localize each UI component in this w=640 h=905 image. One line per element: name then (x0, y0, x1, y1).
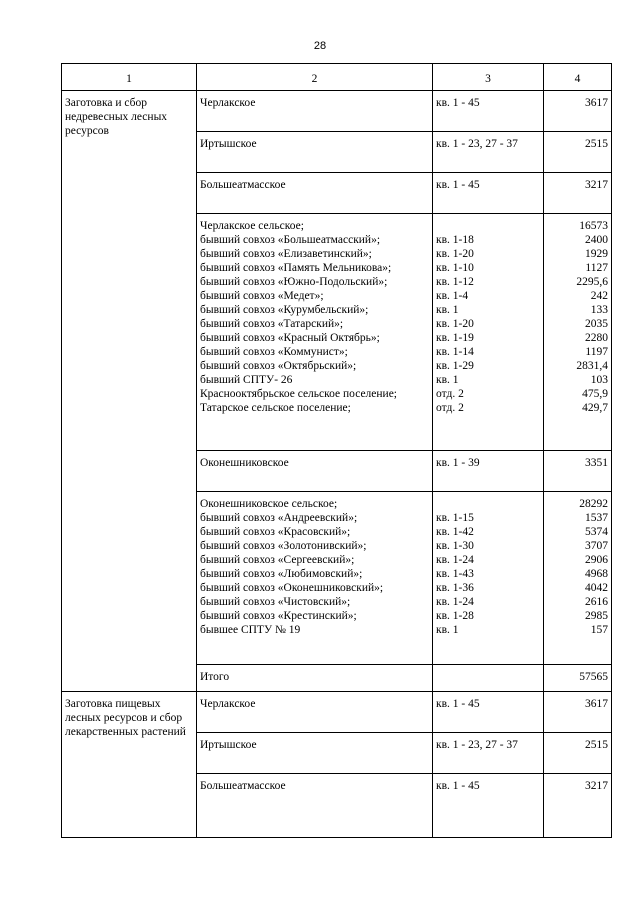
quarter-cell (433, 774, 544, 838)
cell-line: бывший совхоз «Память Мельникова»; (200, 262, 392, 274)
cell-line: бывший совхоз «Татарский»; (200, 318, 344, 330)
cell-line: 157 (590, 624, 608, 636)
cell-line: бывший СПТУ- 26 (200, 374, 293, 386)
cell-line: кв. 1 - 39 (436, 457, 480, 469)
cell-line: кв. 1-14 (436, 346, 474, 358)
area-cell (544, 492, 612, 665)
cell-line: 3217 (585, 780, 608, 792)
cell-line: кв. 1-4 (436, 290, 469, 302)
area-cell (544, 173, 612, 214)
cell-line: бывший совхоз «Южно-Подольский»; (200, 276, 388, 288)
location-cell (197, 132, 433, 173)
cell-line: кв. 1-20 (436, 318, 474, 330)
cell-line: кв. 1-15 (436, 512, 474, 524)
quarter-cell (433, 173, 544, 214)
cell-line: бывший совхоз «Большеатмасский»; (200, 234, 381, 246)
cell-line: кв. 1-10 (436, 262, 474, 274)
cell-line: кв. 1-19 (436, 332, 474, 344)
cell-line: кв. 1-28 (436, 610, 474, 622)
cell-line: бывший совхоз «Сергеевский»; (200, 554, 355, 566)
location-cell (197, 173, 433, 214)
cell-line: бывший совхоз «Золотонивский»; (200, 540, 367, 552)
cell-line: 28292 (579, 498, 608, 510)
forest-resources-table (61, 63, 612, 838)
quarter-cell (433, 132, 544, 173)
cell-line: 2515 (585, 138, 608, 150)
header-row (62, 64, 612, 91)
cell-line: бывший совхоз «Любимовский»; (200, 568, 363, 580)
cell-line: бывший совхоз «Коммунист»; (200, 346, 348, 358)
cell-line: 3707 (585, 540, 608, 552)
cell-line: бывший совхоз «Андреевский»; (200, 512, 358, 524)
cell-line: 2906 (585, 554, 608, 566)
cell-line: бывший совхоз «Елизаветинский»; (200, 248, 372, 260)
cell-line: 242 (590, 290, 608, 302)
cell-line: отд. 2 (436, 388, 464, 400)
cell-line: 5374 (585, 526, 608, 538)
cell-line: кв. 1-24 (436, 596, 474, 608)
cell-line: Татарское сельское поселение; (200, 402, 351, 414)
quarter-cell (433, 91, 544, 132)
quarter-cell (433, 665, 544, 692)
location-cell (197, 733, 433, 774)
location-cell (197, 492, 433, 665)
cell-line: кв. 1-42 (436, 526, 474, 538)
cell-line: 4042 (585, 582, 608, 594)
cell-line: бывший совхоз «Медет»; (200, 290, 324, 302)
cell-line: 2400 (585, 234, 608, 246)
header-col-3: 3 (433, 64, 544, 91)
cell-line: кв. 1-30 (436, 540, 474, 552)
area-cell (544, 692, 612, 733)
cell-line: Большеатмасское (200, 780, 286, 792)
cell-line: кв. 1-29 (436, 360, 474, 372)
section-title: Заготовка пищевых лесных ресурсов и сбор лекарственных растений (62, 692, 197, 838)
quarter-cell (433, 492, 544, 665)
cell-line: 2831,4 (576, 360, 608, 372)
quarter-cell (433, 451, 544, 492)
cell-line (436, 497, 540, 511)
cell-line: кв. 1 - 23, 27 - 37 (436, 138, 518, 150)
cell-line: бывший совхоз «Курумбельский»; (200, 304, 369, 316)
cell-line: кв. 1 - 45 (436, 698, 480, 710)
cell-line: Черлакское (200, 97, 256, 109)
cell-line: 2515 (585, 739, 608, 751)
cell-line: кв. 1 (436, 304, 459, 316)
quarter-cell (433, 692, 544, 733)
cell-line: Черлакское сельское; (200, 220, 304, 232)
cell-line: кв. 1 - 45 (436, 780, 480, 792)
area-cell (544, 451, 612, 492)
table-row (62, 91, 612, 132)
cell-line: 3617 (585, 698, 608, 710)
cell-line: кв. 1-36 (436, 582, 474, 594)
location-cell (197, 91, 433, 132)
section-title: Заготовка и сбор недревесных лесных ресурсов (62, 91, 197, 692)
cell-line: бывшее СПТУ № 19 (200, 624, 301, 636)
location-cell (197, 665, 433, 692)
cell-line: 2035 (585, 318, 608, 330)
area-cell (544, 132, 612, 173)
cell-line: кв. 1-24 (436, 554, 474, 566)
cell-line: кв. 1 (436, 624, 459, 636)
cell-line: кв. 1 - 45 (436, 179, 480, 191)
cell-line: 475,9 (582, 388, 608, 400)
cell-line: бывший совхоз «Красовский»; (200, 526, 351, 538)
cell-line: 2295,6 (576, 276, 608, 288)
cell-line: 1537 (585, 512, 608, 524)
cell-line (436, 670, 540, 684)
cell-line: 57565 (579, 671, 608, 683)
cell-line: 3217 (585, 179, 608, 191)
cell-line: 2280 (585, 332, 608, 344)
cell-line: Большеатмасское (200, 179, 286, 191)
cell-line: кв. 1-18 (436, 234, 474, 246)
cell-line: кв. 1-20 (436, 248, 474, 260)
cell-line: 429,7 (582, 402, 608, 414)
cell-line: бывший совхоз «Красный Октябрь»; (200, 332, 380, 344)
quarter-cell (433, 733, 544, 774)
page-number: 28 (313, 40, 327, 52)
quarter-cell (433, 214, 544, 451)
cell-line: 133 (590, 304, 608, 316)
cell-line: Оконешниковское сельское; (200, 498, 338, 510)
cell-line: Краснооктябрьское сельское поселение; (200, 388, 398, 400)
cell-line: кв. 1-12 (436, 276, 474, 288)
cell-line: 3617 (585, 97, 608, 109)
cell-line: Оконешниковское (200, 457, 289, 469)
area-cell (544, 774, 612, 838)
cell-line (436, 219, 540, 233)
cell-line: Иртышское (200, 739, 257, 751)
cell-line: кв. 1 (436, 374, 459, 386)
cell-line: отд. 2 (436, 402, 464, 414)
cell-line: кв. 1-43 (436, 568, 474, 580)
cell-line: 3351 (585, 457, 608, 469)
cell-line: бывший совхоз «Чистовский»; (200, 596, 351, 608)
area-cell (544, 214, 612, 451)
location-cell (197, 692, 433, 733)
cell-line: 1197 (585, 346, 608, 358)
header-col-4: 4 (544, 64, 612, 91)
header-col-2: 2 (197, 64, 433, 91)
location-cell (197, 214, 433, 451)
cell-line: 16573 (579, 220, 608, 232)
cell-line: Итого (200, 671, 230, 683)
cell-line: 103 (590, 374, 608, 386)
cell-line: бывший совхоз «Оконешниковский»; (200, 582, 384, 594)
cell-line: кв. 1 - 45 (436, 97, 480, 109)
cell-line: 2616 (585, 596, 608, 608)
cell-line: 2985 (585, 610, 608, 622)
cell-line: кв. 1 - 23, 27 - 37 (436, 739, 518, 751)
cell-line: бывший совхоз «Крестинский»; (200, 610, 357, 622)
cell-line: 1127 (585, 262, 608, 274)
area-cell (544, 91, 612, 132)
area-cell (544, 665, 612, 692)
table-row (62, 692, 612, 733)
cell-line: бывший совхоз «Октябрьский»; (200, 360, 357, 372)
location-cell (197, 774, 433, 838)
cell-line: Иртышское (200, 138, 257, 150)
header-col-1: 1 (62, 64, 197, 91)
cell-line: 1929 (585, 248, 608, 260)
area-cell (544, 733, 612, 774)
cell-line: Черлакское (200, 698, 256, 710)
cell-line: 4968 (585, 568, 608, 580)
location-cell (197, 451, 433, 492)
